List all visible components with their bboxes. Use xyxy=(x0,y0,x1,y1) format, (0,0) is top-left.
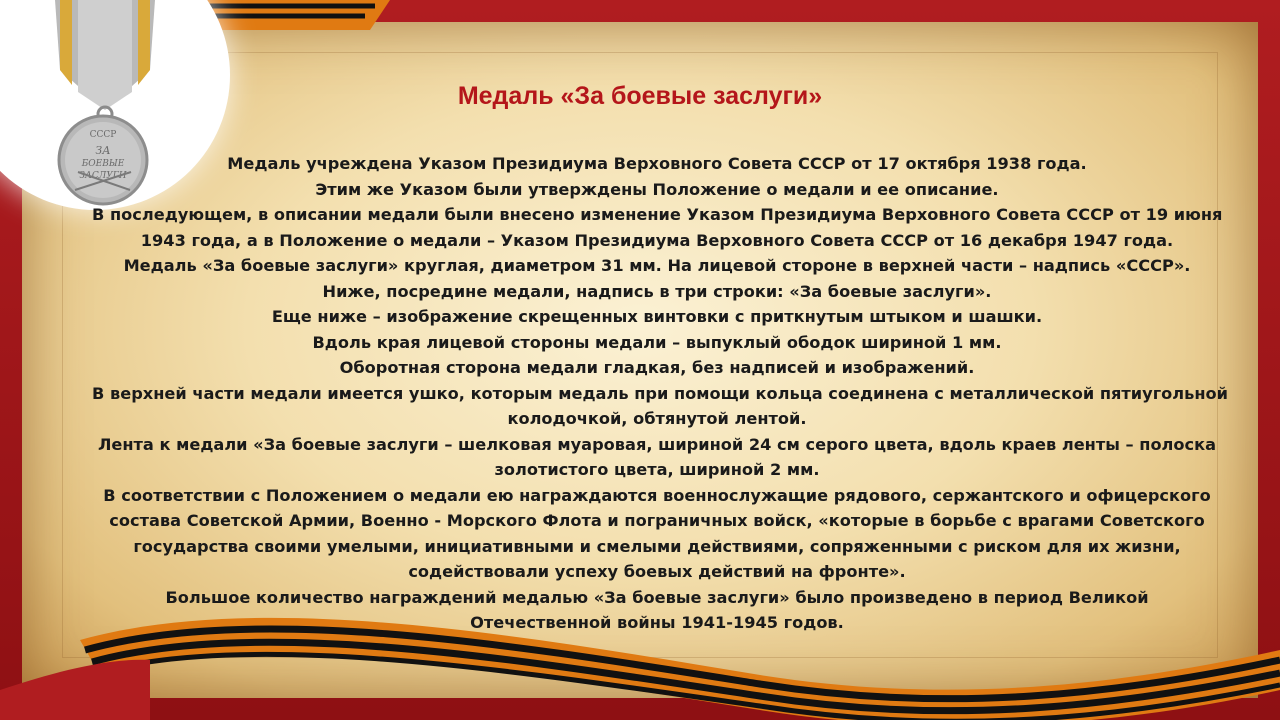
text-line: В последующем, в описании медали были внесено изменение Указом Президиума Верховного Совета СССР от 19 июня xyxy=(92,205,1223,224)
text-line: государства своими умелыми, инициативными и смелыми действиями, сопряженными с риском для их жизни, xyxy=(133,536,1181,556)
medal-text-line4: ЗАСЛУГИ xyxy=(79,171,127,181)
text-line: Ниже, посредине медали, надпись в три строки: «За боевые заслуги». xyxy=(322,281,992,301)
text-line: Лента к медали «За боевые заслуги – шелковая муаровая, шириной 24 см серого цвета, вдоль краев ленты – полоска xyxy=(97,434,1217,454)
text-line: Вдоль края лицевой стороны медали – выпуклый ободок шириной 1 мм. xyxy=(312,332,1002,352)
bottom-ribbon xyxy=(0,580,1280,720)
body-text xyxy=(92,151,1229,636)
text-line: Медаль учреждена Указом Президиума Верховного Совета СССР от 17 октября 1938 года. xyxy=(227,154,1087,173)
text-line: состава Советской Армии, Военно - Морского Флота и пограничных войск, «которые в борьбе с врагами Советского xyxy=(109,511,1205,530)
medal-text-line3: БОЕВЫЕ xyxy=(81,159,125,169)
text-line: В соответствии с Положением о медали ею награждаются военнослужащие рядового, сержантского и офицерского xyxy=(103,485,1211,505)
text-line: 1943 года, а в Положение о медали – Указом Президиума Верховного Совета СССР от 16 декабря 1947 года. xyxy=(140,230,1174,250)
medal-text-line2: ЗА xyxy=(95,144,111,157)
text-line: Большое количество награждений медалью «За боевые заслуги» было произведено в период Великой xyxy=(165,587,1149,607)
text-line: Медаль «За боевые заслуги» круглая, диаметром 31 мм. На лицевой стороне в верхней части – надпись «СССР». xyxy=(123,256,1191,275)
text-line: Этим же Указом были утверждены Положение о медали и ее описание. xyxy=(315,179,999,199)
text-line: В верхней части медали имеется ушко, которым медаль при помощи кольца соединена с металлической пятиугольной xyxy=(92,383,1229,403)
text-line: Еще ниже – изображение скрещенных винтовки с приткнутым штыком и шашки. xyxy=(271,307,1043,326)
text-line: Оборотная сторона медали гладкая, без надписей и изображений. xyxy=(339,358,975,377)
text-line: Отечественной войны 1941-1945 годов. xyxy=(470,613,844,632)
text-line: колодочкой, обтянутой лентой. xyxy=(507,409,807,428)
text-line: содействовали успеху боевых действий на фронте». xyxy=(408,562,906,581)
text-line: золотистого цвета, шириной 2 мм. xyxy=(494,460,820,479)
medal-text-ussr: СССР xyxy=(89,130,117,140)
page-title: Медаль «За боевые заслуги» xyxy=(457,82,823,110)
